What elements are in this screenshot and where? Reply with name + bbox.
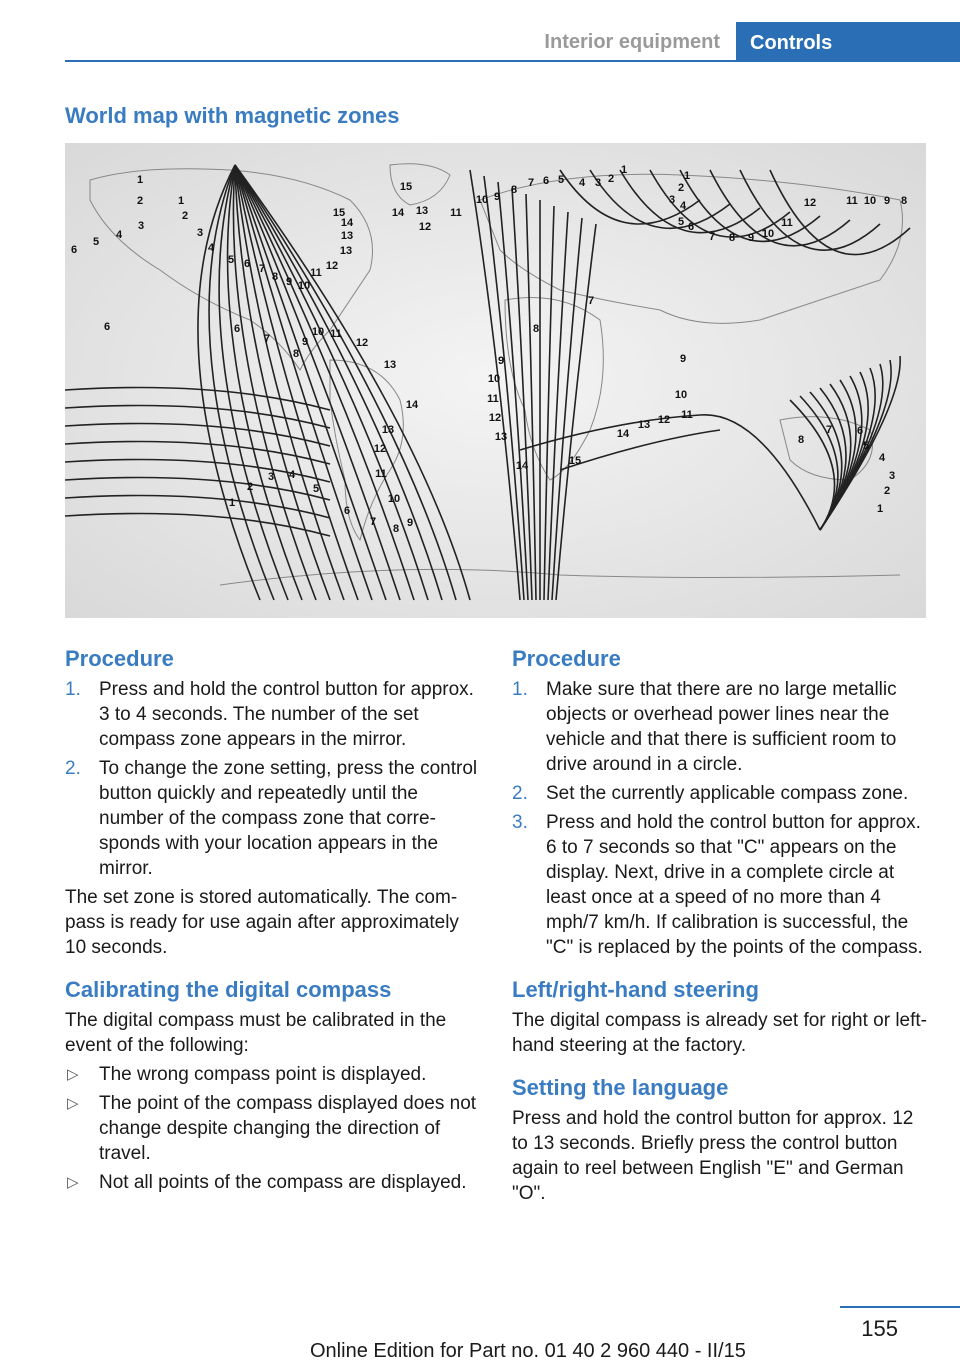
zone-label: 6: [542, 175, 550, 187]
steering-paragraph: The digital compass is already set for right or left-hand steering at the factory.: [512, 1010, 928, 1056]
zone-label: 10: [674, 389, 688, 401]
zone-label: 5: [92, 236, 100, 248]
procedure-step: [512, 677, 927, 777]
zone-label: 8: [392, 523, 400, 535]
zone-label: 12: [373, 443, 387, 455]
zone-label: 2: [607, 173, 615, 185]
zone-label: 3: [594, 177, 602, 189]
zone-label: 1: [683, 170, 691, 182]
zone-label: 5: [557, 174, 565, 186]
zone-label: 12: [355, 337, 369, 349]
zone-label: 7: [369, 516, 377, 528]
zone-label: 6: [70, 244, 78, 256]
zone-label: 10: [387, 493, 401, 505]
language-paragraph: Press and hold the control button for approx. 12 to 13 seconds. Briefly press the control button again to reel between English "E" and German "O".: [512, 1108, 914, 1204]
zone-label: 1: [228, 497, 236, 509]
calibration-procedure-heading: Procedure: [512, 646, 621, 671]
zone-label: 8: [271, 271, 279, 283]
zone-label: 1: [177, 195, 185, 207]
zone-label: 2: [246, 481, 254, 493]
zone-label: 6: [233, 323, 241, 335]
zone-label: 12: [488, 412, 502, 424]
zone-label: 13: [381, 424, 395, 436]
zone-label: 3: [888, 470, 896, 482]
triangle-bullet-icon: ▷: [67, 1066, 79, 1083]
language-heading: Setting the language: [512, 1075, 729, 1100]
zone-label: 1: [136, 174, 144, 186]
zone-label: 13: [637, 419, 651, 431]
zone-label: 11: [375, 468, 387, 480]
edition-text: Online Edition for Part no. 01 40 2 960 440 - II/15: [310, 1340, 746, 1362]
zone-label: 3: [196, 227, 204, 239]
page-header: [65, 0, 960, 62]
zone-label: 10: [311, 326, 325, 338]
zone-label: 4: [288, 469, 296, 481]
calibration-conditions: [65, 1062, 480, 1195]
zone-label: 4: [878, 452, 886, 464]
zone-label: 7: [527, 177, 535, 189]
map-figure: [65, 143, 926, 618]
zone-label: 5: [677, 216, 685, 228]
zone-label: 11: [310, 267, 322, 279]
zone-stored-paragraph: The set zone is stored automatically. The compass is ready for use again after approximately 10 seconds.: [65, 887, 459, 958]
zone-label: 3: [137, 220, 145, 232]
header-chapter-tab: Controls: [736, 22, 960, 62]
map-title: World map with magnetic zones: [65, 103, 400, 128]
triangle-bullet-icon: ▷: [67, 1174, 79, 1191]
zone-label: 10: [863, 195, 877, 207]
zone-label: 5: [312, 483, 320, 495]
zone-label: 7: [263, 333, 271, 345]
zone-label: 14: [405, 399, 419, 411]
zone-label: 2: [181, 210, 189, 222]
zone-label: 11: [846, 195, 858, 207]
footer-rule: [840, 1306, 960, 1308]
step-text: Set the currently applicable compass zone.: [546, 783, 909, 804]
zone-label: 8: [728, 232, 736, 244]
zone-label: 13: [415, 205, 429, 217]
header-rule: [65, 60, 960, 62]
steering-heading: Left/right-hand steering: [512, 977, 759, 1002]
procedure-step: [65, 677, 480, 752]
zone-label: 6: [343, 505, 351, 517]
right-column: [512, 645, 927, 1210]
zone-label: 14: [616, 428, 630, 440]
zone-label: 8: [532, 323, 540, 335]
zone-label: 6: [243, 258, 251, 270]
zone-label: 15: [399, 181, 413, 193]
zone-label: 7: [587, 295, 595, 307]
procedure-step: [65, 756, 480, 881]
world-map-magnetic-zones: [65, 143, 926, 618]
zone-label: 4: [207, 242, 215, 254]
zone-label: 8: [797, 434, 805, 446]
calibration-intro: The digital compass must be calibrated in the event of the following:: [65, 1010, 447, 1056]
zone-label: 2: [677, 182, 685, 194]
zone-label: 6: [103, 321, 111, 333]
zone-label: 10: [297, 280, 311, 292]
zone-label: 11: [487, 393, 499, 405]
list-item: [65, 1062, 480, 1087]
zone-label: 13: [494, 431, 508, 443]
zone-label: 14: [515, 460, 529, 472]
zone-label: 12: [657, 414, 671, 426]
zone-label: 2: [136, 195, 144, 207]
zone-label: 11: [330, 328, 342, 340]
zone-label: 10: [761, 228, 775, 240]
procedure-steps: [65, 677, 480, 881]
zone-label: 15: [332, 207, 346, 219]
zone-label: 7: [258, 263, 266, 275]
zone-label: 9: [679, 353, 687, 365]
zone-label: 12: [803, 197, 817, 209]
step-text: To change the zone setting, press the control button quickly and repeatedly until the number of the compass zone that corresponds with your location appears in the mirror.: [99, 758, 478, 879]
zone-label: 10: [475, 194, 489, 206]
zone-label: 8: [900, 195, 908, 207]
page-number: 155: [861, 1316, 898, 1341]
zone-label: 9: [747, 232, 755, 244]
zone-label: 5: [862, 440, 870, 452]
zone-label: 10: [487, 373, 501, 385]
zone-label: 12: [418, 221, 432, 233]
step-text: Press and hold the control button for approx. 3 to 4 seconds. The number of the set compass zone appears in the mirror.: [99, 679, 474, 750]
zone-label: 11: [450, 207, 462, 219]
zone-label: 6: [856, 425, 864, 437]
procedure-step: [512, 810, 927, 960]
zone-label: 2: [883, 485, 891, 497]
left-column: [65, 645, 480, 1199]
list-item: [65, 1170, 480, 1195]
zone-label: 1: [876, 503, 884, 515]
zone-label: 15: [568, 455, 582, 467]
header-section-title: Interior equipment: [544, 31, 720, 53]
zone-label: 8: [510, 184, 518, 196]
zone-label: 14: [340, 217, 354, 229]
zone-label: 9: [406, 517, 414, 529]
calibration-heading: Calibrating the digital compass: [65, 977, 392, 1002]
zone-label: 4: [679, 200, 687, 212]
zone-label: 9: [301, 336, 309, 348]
zone-label: 3: [267, 471, 275, 483]
zone-label: 9: [883, 195, 891, 207]
zone-label: 7: [708, 231, 716, 243]
triangle-bullet-icon: ▷: [67, 1095, 79, 1112]
list-item-text: The wrong compass point is displayed.: [99, 1064, 427, 1085]
zone-label: 5: [227, 254, 235, 266]
zone-label: 13: [339, 245, 353, 257]
procedure-step: [512, 781, 927, 806]
zone-label: 3: [668, 194, 676, 206]
zone-label: 11: [781, 217, 793, 229]
step-text: Press and hold the control button for approx. 6 to 7 seconds so that "C" appears on the display. Next, drive in a complete circle at least once at a speed of no more than 4 mph/7 km/h. If calibration is successful, the "C" is replaced by the points of the compass.: [546, 812, 923, 958]
calibration-steps: [512, 677, 927, 960]
step-text: Make sure that there are no large metallic objects or overhead power lines near the vehicle and that there is sufficient room to drive around in a circle.: [546, 679, 897, 775]
zone-label: 8: [292, 348, 300, 360]
zone-label: 14: [391, 207, 405, 219]
zone-label: 9: [493, 191, 501, 203]
zone-label: 12: [325, 260, 339, 272]
zone-label: 6: [687, 221, 695, 233]
zone-label: 13: [383, 359, 397, 371]
zone-label: 9: [285, 276, 293, 288]
step-number: 1.: [512, 679, 528, 700]
zone-label: 11: [681, 409, 693, 421]
zone-label: 4: [115, 229, 123, 241]
list-item-text: The point of the compass displayed does not change despite changing the direction of travel.: [99, 1093, 477, 1164]
step-number: 1.: [65, 679, 81, 700]
zone-label: 4: [578, 177, 586, 189]
list-item: [65, 1091, 480, 1166]
zone-label: 9: [497, 355, 505, 367]
list-item-text: Not all points of the compass are displayed.: [99, 1172, 467, 1193]
step-number: 3.: [512, 812, 528, 833]
procedure-heading: Procedure: [65, 646, 174, 671]
step-number: 2.: [65, 758, 81, 779]
step-number: 2.: [512, 783, 528, 804]
zone-label: 7: [825, 424, 833, 436]
zone-label: 1: [620, 164, 628, 176]
zone-label: 13: [340, 230, 354, 242]
